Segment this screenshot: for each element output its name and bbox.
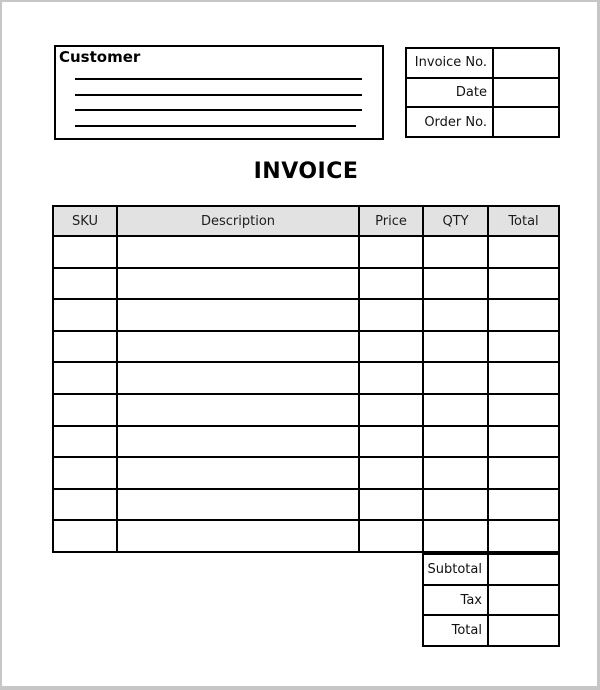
item-cell-r6-c4[interactable]	[424, 395, 487, 425]
item-cell-r4-c5[interactable]	[489, 332, 558, 362]
tax-field[interactable]	[489, 586, 558, 615]
item-cell-r2-c1[interactable]	[54, 269, 116, 299]
item-cell-r7-c2[interactable]	[118, 427, 358, 457]
item-cell-r3-c4[interactable]	[424, 300, 487, 330]
item-cell-r5-c3[interactable]	[360, 363, 422, 393]
info-table	[405, 47, 560, 138]
date-field[interactable]	[494, 79, 558, 107]
invoice-no-field[interactable]	[494, 49, 558, 77]
item-cell-r6-c2[interactable]	[118, 395, 358, 425]
order-no-label: Order No.	[407, 108, 492, 136]
item-cell-r7-c1[interactable]	[54, 427, 116, 457]
item-cell-r2-c4[interactable]	[424, 269, 487, 299]
items-table	[52, 205, 560, 553]
column-header-total: Total	[489, 207, 558, 235]
item-cell-r7-c3[interactable]	[360, 427, 422, 457]
total-label: Total	[424, 616, 487, 645]
item-cell-r8-c4[interactable]	[424, 458, 487, 488]
customer-write-line-1[interactable]	[75, 78, 362, 80]
summary-table	[422, 553, 560, 647]
item-cell-r1-c4[interactable]	[424, 237, 487, 267]
item-cell-r2-c3[interactable]	[360, 269, 422, 299]
item-cell-r9-c5[interactable]	[489, 490, 558, 520]
item-cell-r6-c1[interactable]	[54, 395, 116, 425]
item-cell-r5-c2[interactable]	[118, 363, 358, 393]
item-cell-r8-c3[interactable]	[360, 458, 422, 488]
item-cell-r3-c5[interactable]	[489, 300, 558, 330]
item-cell-r1-c5[interactable]	[489, 237, 558, 267]
customer-write-line-3[interactable]	[75, 109, 362, 111]
item-cell-r5-c1[interactable]	[54, 363, 116, 393]
item-cell-r7-c4[interactable]	[424, 427, 487, 457]
customer-write-line-4[interactable]	[75, 125, 356, 127]
item-cell-r3-c1[interactable]	[54, 300, 116, 330]
item-cell-r10-c5[interactable]	[489, 521, 558, 551]
item-cell-r10-c4[interactable]	[424, 521, 487, 551]
column-header-description: Description	[118, 207, 358, 235]
item-cell-r6-c3[interactable]	[360, 395, 422, 425]
order-no-field[interactable]	[494, 108, 558, 136]
item-cell-r1-c2[interactable]	[118, 237, 358, 267]
subtotal-label: Subtotal	[424, 555, 487, 584]
item-cell-r8-c5[interactable]	[489, 458, 558, 488]
date-label: Date	[407, 79, 492, 107]
total-field[interactable]	[489, 616, 558, 645]
item-cell-r4-c4[interactable]	[424, 332, 487, 362]
column-header-qty: QTY	[424, 207, 487, 235]
page-title: INVOICE	[253, 159, 359, 184]
column-header-sku: SKU	[54, 207, 116, 235]
item-cell-r10-c2[interactable]	[118, 521, 358, 551]
item-cell-r2-c2[interactable]	[118, 269, 358, 299]
invoice-no-label: Invoice No.	[407, 49, 492, 77]
item-cell-r3-c2[interactable]	[118, 300, 358, 330]
item-cell-r10-c3[interactable]	[360, 521, 422, 551]
customer-box	[54, 45, 384, 140]
item-cell-r9-c2[interactable]	[118, 490, 358, 520]
item-cell-r5-c5[interactable]	[489, 363, 558, 393]
item-cell-r10-c1[interactable]	[54, 521, 116, 551]
item-cell-r4-c1[interactable]	[54, 332, 116, 362]
item-cell-r1-c1[interactable]	[54, 237, 116, 267]
item-cell-r4-c3[interactable]	[360, 332, 422, 362]
item-cell-r9-c1[interactable]	[54, 490, 116, 520]
item-cell-r2-c5[interactable]	[489, 269, 558, 299]
item-cell-r8-c2[interactable]	[118, 458, 358, 488]
item-cell-r7-c5[interactable]	[489, 427, 558, 457]
item-cell-r9-c3[interactable]	[360, 490, 422, 520]
item-cell-r3-c3[interactable]	[360, 300, 422, 330]
item-cell-r4-c2[interactable]	[118, 332, 358, 362]
item-cell-r9-c4[interactable]	[424, 490, 487, 520]
item-cell-r1-c3[interactable]	[360, 237, 422, 267]
customer-label: Customer	[59, 48, 141, 66]
subtotal-field[interactable]	[489, 555, 558, 584]
tax-label: Tax	[424, 586, 487, 615]
item-cell-r5-c4[interactable]	[424, 363, 487, 393]
customer-write-line-2[interactable]	[75, 94, 362, 96]
column-header-price: Price	[360, 207, 422, 235]
item-cell-r6-c5[interactable]	[489, 395, 558, 425]
item-cell-r8-c1[interactable]	[54, 458, 116, 488]
